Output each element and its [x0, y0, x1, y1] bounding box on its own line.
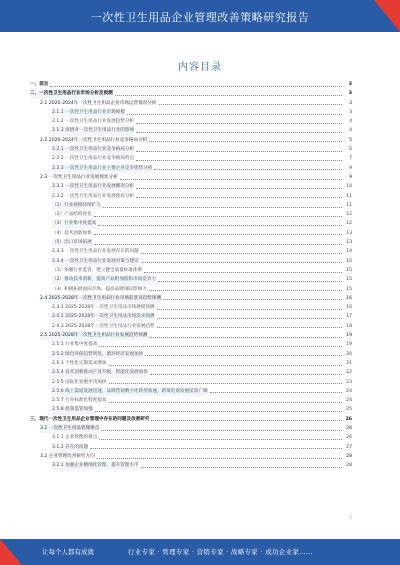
- toc-leader-dots: [101, 430, 342, 431]
- toc-entry-page: 21: [346, 360, 352, 366]
- toc-leader-dots: [141, 467, 342, 468]
- toc-entry-page: 16: [346, 295, 352, 301]
- toc-leader-dots: [94, 234, 342, 235]
- toc-entry-title: （1）行业规模持续扩大: [52, 201, 101, 210]
- toc-entry-title: 2.1 2020-2024年一次性卫生用品企业市场运营情况分析: [40, 100, 157, 106]
- toc-entry[interactable]: [30, 359, 352, 368]
- toc-entry-page: 13: [346, 240, 352, 246]
- toc-entry-page: 12: [346, 221, 352, 227]
- toc-leader-dots: [109, 365, 343, 366]
- toc-entry-title: 3.1.1 企业管理的难点: [52, 435, 98, 441]
- toc-entry-title: （4）技术创新加快: [52, 230, 92, 236]
- toc-entry-page: 6: [349, 147, 352, 153]
- toc-entry-title: 2.3.1 一次性卫生用品行业发展概况分析: [52, 182, 134, 191]
- toc-entry-page: 14: [346, 249, 352, 255]
- toc-entry-title: （3）行业集中度提高: [52, 219, 96, 228]
- toc-entry[interactable]: [30, 452, 352, 461]
- toc-entry-page: 26: [346, 425, 352, 431]
- toc-entry[interactable]: [30, 210, 352, 219]
- toc-entry-title: 2.5.5 国际化发展步伐加快: [52, 379, 107, 385]
- toc-entry-page: 13: [346, 230, 352, 236]
- toc-entry-title: 2.2.3 一次性卫生用品行业主要企业竞争优势分析: [52, 164, 152, 173]
- toc-entry[interactable]: [30, 294, 352, 303]
- toc-entry-title: 2.2 2020-2024年一次性卫生用品行业竞争格局分析: [40, 137, 148, 143]
- toc-leader-dots: [136, 132, 342, 133]
- toc-entry-title: 2.1.3 疫情对一次性卫生用品行业的影响: [52, 126, 134, 135]
- toc-entry-title: 2.5.8 政策监管加强: [52, 405, 93, 414]
- toc-leader-dots: [163, 299, 342, 300]
- toc-entry-page: 15: [346, 286, 352, 292]
- toc-entry[interactable]: [30, 99, 352, 108]
- toc-entry-page: 5: [349, 137, 352, 143]
- toc-entry-page: 11: [346, 202, 352, 208]
- toc-entry[interactable]: [30, 182, 352, 191]
- toc-entry-page: 7: [349, 156, 352, 162]
- toc-entry-title: 2.3.3 一次性卫生用品行业发展存在的问题: [52, 249, 139, 255]
- toc-entry[interactable]: [30, 164, 352, 173]
- toc-heading: 内容目录: [178, 62, 222, 73]
- toc-leader-dots: [158, 281, 342, 282]
- toc-entry-title: 一、前言: [30, 82, 49, 87]
- toc-entry-page: 19: [346, 342, 352, 348]
- toc-entry[interactable]: [30, 108, 352, 117]
- toc-entry[interactable]: [30, 396, 352, 405]
- toc-entry-page: 3: [349, 100, 352, 106]
- toc-entry[interactable]: [30, 192, 352, 201]
- toc-entry-title: 3.1 一次性卫生用品管理难点: [40, 424, 99, 433]
- toc-entry-title: 2.4 2025-2028年一次性卫生用品行业市场前景及趋势预测: [40, 294, 161, 303]
- toc-entry-page: 24: [346, 388, 352, 394]
- toc-entry[interactable]: [30, 312, 352, 321]
- toc-entry-page: 17: [346, 314, 352, 320]
- toc-entry[interactable]: [30, 443, 352, 452]
- toc-leader-dots: [136, 197, 342, 198]
- toc-entry[interactable]: [30, 433, 352, 442]
- toc-entry[interactable]: [30, 257, 352, 266]
- toc-entry-title: 二、一次性卫生用品行业市场分析及预测: [30, 89, 113, 98]
- toc-entry-title: 3.1.2 存在的问题: [52, 443, 88, 452]
- toc-entry-page: 12: [346, 212, 352, 218]
- toc-entry-page: 24: [346, 398, 352, 404]
- toc-entry-title: （1）加强行业监管，建立健全质量标准体系: [52, 267, 143, 273]
- toc-entry-page: 3: [348, 91, 352, 97]
- toc-entry-page: 20: [346, 351, 352, 357]
- toc-leader-dots: [120, 179, 342, 180]
- toc-entry-page: 25: [346, 407, 352, 413]
- toc-entry-page: 28: [346, 453, 352, 459]
- toc-entry-page: 15: [346, 277, 352, 283]
- toc-entry-title: 2.5.4 技术创新推动产业升级，智能化发展加快: [52, 368, 148, 377]
- toc-leader-dots: [136, 123, 342, 124]
- toc-leader-dots: [99, 346, 342, 347]
- toc-leader-dots: [94, 216, 342, 217]
- toc-entry[interactable]: [30, 461, 352, 470]
- toc-entry-page: 15: [346, 258, 352, 264]
- toc-leader-dots: [144, 272, 342, 273]
- toc-entry[interactable]: [30, 136, 352, 145]
- toc-entry[interactable]: [30, 80, 352, 89]
- toc-entry-page: 10: [346, 184, 352, 190]
- toc-entry[interactable]: [30, 238, 352, 247]
- toc-entry-title: 3.2.1 加强企业精细化管理，提升管理水平: [52, 461, 139, 470]
- toc-entry-title: 2.5.3 个性化定制需求增加: [52, 360, 107, 366]
- toc-entry-page: 11: [346, 193, 352, 199]
- toc-entry-title: （3）积极拓展国际市场，提高品牌国际影响力: [52, 286, 147, 292]
- toc-leader-dots: [115, 95, 342, 96]
- toc-entry-title: （2）推动技术创新，提高产品附加值和市场竞争力: [52, 275, 156, 284]
- toc-leader-dots: [151, 420, 342, 421]
- footer-experts: 行业专家 · 管理专家 · 营销专家 · 战略专家 · 成功企业家……: [128, 548, 313, 556]
- toc-leader-dots: [136, 160, 342, 161]
- toc-leader-dots: [90, 448, 342, 449]
- toc-entry[interactable]: [30, 275, 352, 284]
- toc-entry-page: 23: [346, 379, 352, 385]
- toc-leader-dots: [159, 104, 343, 105]
- toc-entry-title: 2.5.7 行业标准化程度提高: [52, 398, 107, 404]
- toc-leader-dots: [141, 253, 342, 254]
- toc-leader-dots: [157, 327, 342, 328]
- toc-entry-title: 2.1.1 一次性卫生用品行业市场规模: [52, 108, 125, 117]
- toc-entry-page: 15: [346, 267, 352, 273]
- toc-entry[interactable]: [30, 173, 352, 182]
- toc-leader-dots: [127, 114, 342, 115]
- toc-entry[interactable]: [30, 303, 352, 312]
- toc-entry[interactable]: [30, 331, 352, 340]
- toc-entry[interactable]: [30, 378, 352, 387]
- toc-leader-dots: [136, 188, 342, 189]
- toc-entry-title: 2.4.3 2025-2028年一次性卫生用品行业发展趋势: [52, 323, 155, 329]
- toc-entry[interactable]: [30, 350, 352, 359]
- toc-entry[interactable]: [30, 154, 352, 163]
- toc-leader-dots: [157, 318, 342, 319]
- toc-leader-dots: [98, 225, 342, 226]
- toc-leader-dots: [94, 244, 342, 245]
- toc-entry-title: 2.2.1 一次性卫生用品行业竞争格局分析: [52, 145, 134, 154]
- toc-entry-page: 22: [346, 370, 352, 376]
- toc-leader-dots: [145, 355, 342, 356]
- toc-entry[interactable]: [30, 126, 352, 135]
- table-of-contents: [30, 80, 352, 520]
- toc-entry-page: 28: [346, 463, 352, 469]
- toc-entry-title: 2.3.2 一次性卫生用品行业发展现状分析: [52, 193, 135, 199]
- toc-entry-page: 19: [346, 333, 352, 339]
- toc-entry-title: 2.2.2 一次性卫生用品行业竞争格局特点: [52, 156, 135, 162]
- toc-leader-dots: [149, 337, 342, 338]
- toc-entry[interactable]: [30, 285, 352, 294]
- toc-entry[interactable]: [30, 201, 352, 210]
- toc-entry[interactable]: [30, 405, 352, 414]
- toc-entry-title: 2.5.6 线上渠道发展迅速，品牌营销数字化转型加速，跨境电商发展前景广阔: [52, 387, 208, 396]
- toc-leader-dots: [109, 402, 343, 403]
- page-number: 1: [349, 515, 352, 520]
- toc-entry-page: 9: [349, 174, 352, 180]
- toc-entry-page: 9: [349, 165, 352, 171]
- report-header: [0, 0, 400, 32]
- toc-leader-dots: [97, 458, 342, 459]
- toc-entry-title: 三、现代一次性卫生用品企业管理中存在的问题及改善研究: [30, 416, 150, 422]
- toc-entry[interactable]: [30, 340, 352, 349]
- toc-entry-title: 2.4.1 2025-2028年一次性卫生用品市场规模预测: [52, 305, 155, 311]
- toc-entry[interactable]: [30, 247, 352, 256]
- header-red-corner: [374, 0, 400, 32]
- toc-entry[interactable]: [30, 424, 352, 433]
- toc-entry-title: 2.5 2025-2028年一次性卫生用品行业发展趋势预测: [40, 331, 147, 340]
- toc-entry-page: 4: [349, 128, 352, 134]
- toc-entry[interactable]: [30, 219, 352, 228]
- toc-entry-title: 2.5.1 行业集中度提高: [52, 342, 98, 348]
- toc-entry-page: 18: [346, 323, 352, 329]
- footer-red-corner: [0, 539, 22, 565]
- toc-entry[interactable]: [30, 145, 352, 154]
- toc-leader-dots: [150, 374, 342, 375]
- toc-entry[interactable]: [30, 117, 352, 126]
- toc-entry-title: 2.3.4 一次性卫生用品行业发展对策与建议: [52, 257, 139, 266]
- toc-entry-title: 2.3 一次性卫生用品行业发展现状分析: [40, 174, 118, 180]
- footer-slogan: 让每个人都有成就: [42, 548, 94, 556]
- report-footer: [0, 539, 400, 565]
- toc-entry-title: （2）产品结构优化: [52, 212, 92, 218]
- toc-entry-title: 3.2 企业管理改善研究方向: [40, 453, 95, 459]
- toc-leader-dots: [141, 262, 342, 263]
- toc-entry-title: 2.5.2 绿色环保趋势明显，循环经济发展加快: [52, 350, 143, 359]
- toc-leader-dots: [210, 392, 342, 393]
- toc-entry-page: 26: [346, 435, 352, 441]
- toc-entry-title: 2.1.2 一次性卫生用品行业发展趋势分析: [52, 119, 135, 125]
- toc-leader-dots: [154, 169, 342, 170]
- toc-entry-page: 3: [348, 82, 352, 87]
- toc-leader-dots: [149, 290, 342, 291]
- toc-entry-title: 2.4.2 2025-2028年一次性卫生用品市场需求预测: [52, 312, 155, 321]
- toc-entry-page: 4: [349, 119, 352, 125]
- toc-leader-dots: [95, 411, 342, 412]
- toc-leader-dots: [99, 439, 342, 440]
- toc-leader-dots: [109, 383, 343, 384]
- toc-entry[interactable]: [30, 229, 352, 238]
- toc-entry[interactable]: [30, 368, 352, 377]
- toc-leader-dots: [157, 309, 342, 310]
- toc-entry-title: （5）出口市场拓展: [52, 238, 92, 247]
- toc-entry[interactable]: [30, 415, 352, 424]
- toc-entry-page: 26: [345, 416, 352, 422]
- toc-leader-dots: [103, 207, 342, 208]
- report-title: 一次性卫生用品企业管理改善策略研究报告: [90, 11, 310, 24]
- toc-entry-page: 3: [349, 109, 352, 115]
- toc-entry[interactable]: [30, 322, 352, 331]
- toc-entry[interactable]: [30, 89, 352, 98]
- toc-entry[interactable]: [30, 387, 352, 396]
- toc-entry[interactable]: [30, 266, 352, 275]
- toc-leader-dots: [136, 151, 342, 152]
- toc-entry-page: 27: [346, 444, 352, 450]
- toc-entry-page: 16: [346, 305, 352, 311]
- toc-leader-dots: [149, 141, 342, 142]
- toc-leader-dots: [50, 86, 342, 87]
